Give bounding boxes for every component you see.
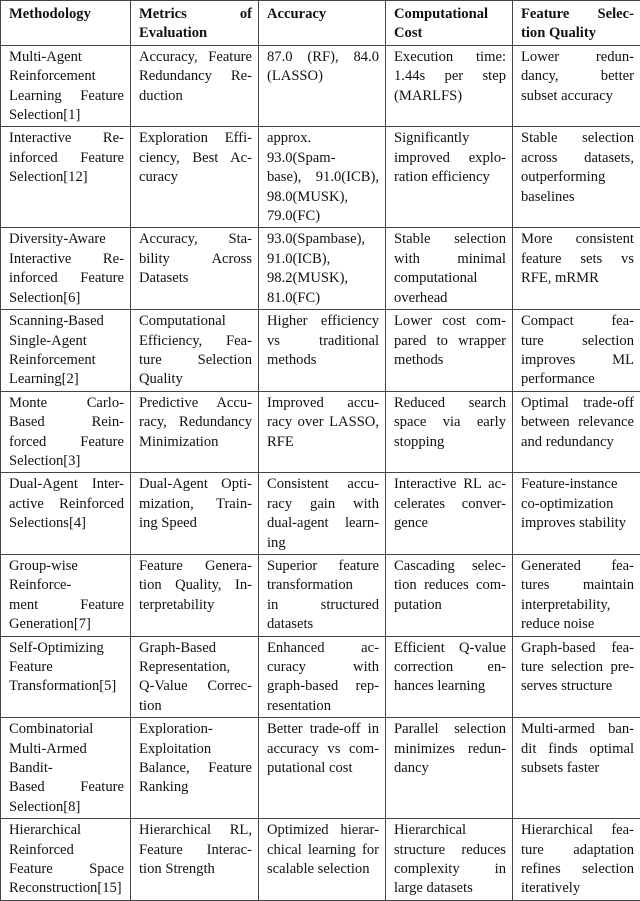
cell-line: Metrics of [139,5,252,24]
cell-line: and redundancy [521,433,634,452]
cell-line: ing Speed [139,514,252,533]
cell-line: forced Feature [9,433,124,452]
cell-metrics [131,636,259,718]
cell-line: gence [394,514,506,533]
cell-feature-selection-quality [513,473,640,555]
cell-line: across datasets, [521,149,634,168]
cell-line: Monte Carlo- [9,394,124,413]
cell-line: with minimal [394,250,506,269]
cell-accuracy [259,636,386,718]
cell-line: Minimization [139,433,252,452]
cell-line: duction [139,87,252,106]
cell-line: tion Strength [139,860,252,879]
cell-line: Reduced search [394,394,506,413]
cell-line: Representation, [139,658,252,677]
cell-accuracy [259,45,386,127]
cell-line: (LASSO) [267,67,379,86]
cell-accuracy [259,127,386,228]
cell-line: Interactive Re- [9,250,124,269]
cell-line: Single-Agent [9,332,124,351]
cell-line: transformation [267,576,379,595]
cell-line: Feature-instance [521,475,634,494]
cell-line: stopping [394,433,506,452]
cell-feature-selection-quality [513,127,640,228]
cell-line: in structured [267,596,379,615]
cell-line: RFE, mRMR [521,269,634,288]
cell-line: ing [267,534,379,553]
cell-accuracy [259,228,386,310]
cell-line: space via early [394,413,506,432]
cell-line: Generated fea- [521,557,634,576]
table-row [1,127,640,228]
cell-line: Computational [139,312,252,331]
cell-line: Execution time: [394,48,506,67]
cell-line: Feature Space [9,860,124,879]
cell-line: Enhanced ac- [267,639,379,658]
cell-metrics [131,228,259,310]
cell-line: Significantly [394,129,506,148]
cell-line: refines selection [521,860,634,879]
cell-line: ture Selection [139,351,252,370]
cell-line: serves structure [521,677,634,696]
cell-line: Selection[3] [9,452,124,471]
cell-computational-cost [386,819,513,901]
cell-line: Cost [394,24,506,43]
cell-line: Selection[8] [9,798,124,817]
cell-line: Multi-armed ban- [521,720,634,739]
cell-computational-cost [386,554,513,636]
cell-line: ration efficiency [394,168,506,187]
cell-line: terpretability [139,596,252,615]
cell-feature-selection-quality [513,554,640,636]
cell-line: tion [139,697,252,716]
cell-metrics [131,554,259,636]
cell-line: hances learning [394,677,506,696]
cell-line: 93.0(Spambase), [267,230,379,249]
cell-metrics [131,310,259,392]
cell-line: 93.0(Spam- [267,149,379,168]
cell-line: Lower cost com- [394,312,506,331]
cell-line: computational [394,269,506,288]
cell-line: Balance, Feature [139,759,252,778]
cell-line: Higher efficiency [267,312,379,331]
cell-line: Improved accu- [267,394,379,413]
cell-line: Evaluation [139,24,252,43]
cell-line: Accuracy, Feature [139,48,252,67]
cell-line: accuracy vs com- [267,740,379,759]
cell-line: Accuracy, Sta- [139,230,252,249]
cell-line: Cascading selec- [394,557,506,576]
cell-line: Redundancy Re- [139,67,252,86]
cell-accuracy [259,718,386,819]
cell-line: Efficient Q-value [394,639,506,658]
cell-line: base), 91.0(ICB), [267,168,379,187]
cell-line: Parallel selection [394,720,506,739]
cell-line: Q-Value Correc- [139,677,252,696]
cell-methodology [1,473,131,555]
cell-line: Diversity-Aware [9,230,124,249]
cell-line: mization, Train- [139,495,252,514]
cell-line: Reinforced [9,841,124,860]
cell-line: resentation [267,697,379,716]
cell-computational-cost [386,45,513,127]
cell-line: vs traditional [267,332,379,351]
cell-line: Hierarchical [394,821,506,840]
cell-line: between relevance [521,413,634,432]
cell-line: improved explo- [394,149,506,168]
cell-line: Graph-Based [139,639,252,658]
cell-line: dancy [394,759,506,778]
cell-line: racy, Redundancy [139,413,252,432]
cell-line: Stable selection [394,230,506,249]
column-header-accuracy [259,1,386,46]
cell-line: Group-wise [9,557,124,576]
cell-line: performance [521,370,634,389]
cell-feature-selection-quality [513,636,640,718]
cell-line: dancy, better [521,67,634,86]
cell-line: Interactive RL ac- [394,475,506,494]
cell-line: scalable selection [267,860,379,879]
cell-line: improves ML [521,351,634,370]
cell-line: More consistent [521,230,634,249]
cell-line: subset accuracy [521,87,634,106]
cell-line: Self-Optimizing [9,639,124,658]
cell-line: Computational [394,5,506,24]
cell-line: Multi-Armed [9,740,124,759]
cell-line: ture adaptation [521,841,634,860]
cell-line: Hierarchical RL, [139,821,252,840]
cell-line: reduce noise [521,615,634,634]
cell-metrics [131,718,259,819]
cell-line: Stable selection [521,129,634,148]
cell-line: Lower redun- [521,48,634,67]
cell-line: pared to wrapper [394,332,506,351]
cell-line: Reconstruction[15] [9,879,124,898]
cell-methodology [1,310,131,392]
cell-line: inforced Feature [9,149,124,168]
cell-metrics [131,819,259,901]
cell-line: Superior feature [267,557,379,576]
cell-line: Exploration Effi- [139,129,252,148]
cell-line: Multi-Agent [9,48,124,67]
cell-methodology [1,45,131,127]
cell-computational-cost [386,228,513,310]
cell-methodology [1,127,131,228]
cell-line: Accuracy [267,5,379,24]
cell-line: Optimal trade-off [521,394,634,413]
cell-line: celerates conver- [394,495,506,514]
cell-accuracy [259,391,386,473]
cell-line: Scanning-Based [9,312,124,331]
cell-computational-cost [386,127,513,228]
cell-line: 98.0(MUSK), [267,188,379,207]
cell-line: Better trade-off in [267,720,379,739]
cell-computational-cost [386,636,513,718]
cell-line: chical learning for [267,841,379,860]
cell-line: 98.2(MUSK), [267,269,379,288]
cell-line: iteratively [521,879,634,898]
cell-line: curacy with [267,658,379,677]
cell-line: Feature Interac- [139,841,252,860]
cell-line: Graph-based fea- [521,639,634,658]
column-header-computational-cost [386,1,513,46]
column-header-feature-selection-quality [513,1,640,46]
cell-line: Compact fea- [521,312,634,331]
cell-accuracy [259,554,386,636]
cell-line: tures maintain [521,576,634,595]
cell-line: overhead [394,289,506,308]
cell-line: methods [267,351,379,370]
cell-line: Based Rein- [9,413,124,432]
cell-line: putational cost [267,759,379,778]
cell-line: minimizes redun- [394,740,506,759]
cell-line: Reinforcement [9,67,124,86]
cell-line: Interactive Re- [9,129,124,148]
cell-methodology [1,554,131,636]
cell-line: Ranking [139,778,252,797]
cell-line: Efficiency, Fea- [139,332,252,351]
cell-line: Exploration- [139,720,252,739]
cell-line: interpretability, [521,596,634,615]
cell-line: Selections[4] [9,514,124,533]
cell-line: ciency, Best Ac- [139,149,252,168]
cell-line: Datasets [139,269,252,288]
cell-computational-cost [386,391,513,473]
cell-line: Hierarchical fea- [521,821,634,840]
cell-line: co-optimization [521,495,634,514]
cell-line: methods [394,351,506,370]
cell-line: (MARLFS) [394,87,506,106]
cell-line: ture selection [521,332,634,351]
cell-line: Selection[6] [9,289,124,308]
cell-feature-selection-quality [513,819,640,901]
cell-line: RFE [267,433,379,452]
cell-accuracy [259,819,386,901]
cell-line: Selection[1] [9,106,124,125]
cell-line: inforced Feature [9,269,124,288]
cell-line: putation [394,596,506,615]
table-row [1,228,640,310]
cell-line: Dual-Agent Opti- [139,475,252,494]
cell-metrics [131,45,259,127]
cell-line: correction en- [394,658,506,677]
cell-line: tion reduces com- [394,576,506,595]
cell-methodology [1,718,131,819]
cell-line: 81.0(FC) [267,289,379,308]
cell-line: Dual-Agent Inter- [9,475,124,494]
cell-line: 1.44s per step [394,67,506,86]
cell-line: subsets faster [521,759,634,778]
cell-line: curacy [139,168,252,187]
cell-line: Reinforce- [9,576,124,595]
cell-line: 91.0(ICB), [267,250,379,269]
cell-computational-cost [386,473,513,555]
cell-line: 79.0(FC) [267,207,379,226]
table-row [1,718,640,819]
cell-computational-cost [386,310,513,392]
cell-line: feature sets vs [521,250,634,269]
cell-line: Exploitation [139,740,252,759]
cell-metrics [131,391,259,473]
cell-line: dual-agent learn- [267,514,379,533]
cell-methodology [1,636,131,718]
cell-line: Generation[7] [9,615,124,634]
cell-line: Bandit- [9,759,124,778]
cell-methodology [1,228,131,310]
cell-methodology [1,819,131,901]
column-header-metrics [131,1,259,46]
cell-line: ture selection pre- [521,658,634,677]
cell-line: Feature Genera- [139,557,252,576]
cell-line: baselines [521,188,634,207]
cell-line: Optimized hierar- [267,821,379,840]
cell-feature-selection-quality [513,45,640,127]
cell-line: Feature Selec- [521,5,634,24]
table-row [1,819,640,901]
cell-line: 87.0 (RF), 84.0 [267,48,379,67]
cell-computational-cost [386,718,513,819]
cell-line: racy over LASSO, [267,413,379,432]
cell-methodology [1,391,131,473]
cell-feature-selection-quality [513,310,640,392]
cell-feature-selection-quality [513,718,640,819]
column-header-methodology [1,1,131,46]
cell-accuracy [259,310,386,392]
cell-line: tion Quality, In- [139,576,252,595]
cell-line: complexity in [394,860,506,879]
cell-line: Consistent accu- [267,475,379,494]
cell-line: dit finds optimal [521,740,634,759]
cell-line: Hierarchical [9,821,124,840]
cell-line: Learning[2] [9,370,124,389]
table-row [1,391,640,473]
header-row [1,1,640,46]
cell-line: racy gain with [267,495,379,514]
table-row [1,554,640,636]
cell-line: Quality [139,370,252,389]
table-row [1,473,640,555]
cell-accuracy [259,473,386,555]
cell-metrics [131,473,259,555]
cell-line: graph-based rep- [267,677,379,696]
cell-line: Methodology [9,5,124,24]
cell-line: outperforming [521,168,634,187]
cell-line: tion Quality [521,24,634,43]
cell-line: datasets [267,615,379,634]
cell-line: Combinatorial [9,720,124,739]
cell-feature-selection-quality [513,228,640,310]
cell-metrics [131,127,259,228]
cell-line: improves stability [521,514,634,533]
table-row [1,636,640,718]
table-row [1,45,640,127]
cell-line: structure reduces [394,841,506,860]
cell-line: Learning Feature [9,87,124,106]
cell-line: active Reinforced [9,495,124,514]
cell-line: approx. [267,129,379,148]
cell-line: Feature [9,658,124,677]
cell-line: Reinforcement [9,351,124,370]
cell-line: Selection[12] [9,168,124,187]
cell-line: Predictive Accu- [139,394,252,413]
cell-line: bility Across [139,250,252,269]
cell-line: Based Feature [9,778,124,797]
cell-line: large datasets [394,879,506,898]
cell-feature-selection-quality [513,391,640,473]
cell-line: Transformation[5] [9,677,124,696]
cell-line: ment Feature [9,596,124,615]
table-row [1,310,640,392]
